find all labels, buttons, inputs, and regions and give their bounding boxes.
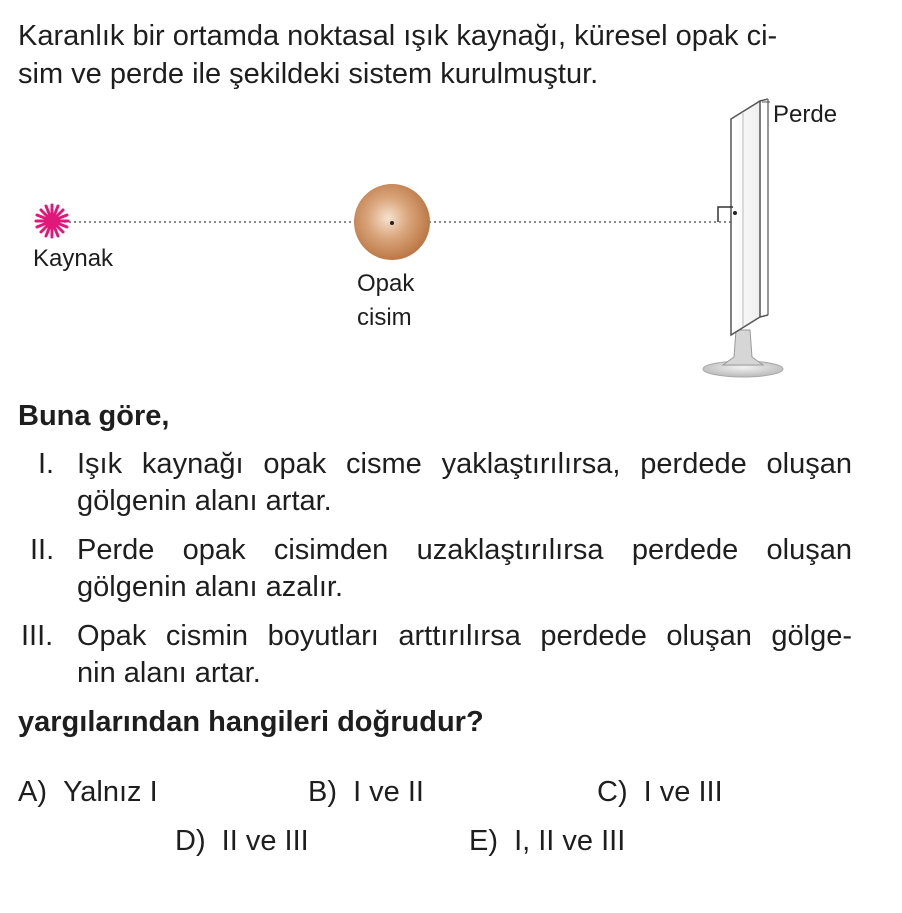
option-c-letter: C) xyxy=(597,776,628,808)
source-label: Kaynak xyxy=(33,245,114,272)
statement-1-numeral: I. xyxy=(38,448,55,480)
screen-stand xyxy=(723,330,763,365)
option-d[interactable] xyxy=(175,823,309,859)
question-prompt: yargılarından hangileri doğrudur? xyxy=(18,706,484,738)
screen-panel xyxy=(731,101,760,335)
intro-line-1: Karanlık bir ortamda noktasal ışık kaynağı, küresel opak ci- xyxy=(18,20,778,52)
option-d-text: II ve III xyxy=(221,825,309,857)
option-b[interactable] xyxy=(308,774,424,810)
light-source-icon xyxy=(36,205,68,237)
option-a[interactable] xyxy=(18,774,158,810)
option-c-text: I ve III xyxy=(643,776,723,808)
diagram-drawing xyxy=(0,95,902,395)
lead-text: Buna göre, xyxy=(18,400,170,432)
statement-3-line1: Opak cismin boyutları arttırılırsa perdede oluşan gölge- xyxy=(77,620,852,652)
sphere-center-dot xyxy=(390,221,394,225)
optics-diagram xyxy=(0,95,902,395)
statement-2-numeral: II. xyxy=(30,534,55,566)
screen-label: Perde xyxy=(773,101,838,128)
statement-3-line2: nin alanı artar. xyxy=(77,657,261,689)
intro-line-2: sim ve perde ile şekildeki sistem kurulmuştur. xyxy=(18,58,599,90)
option-e[interactable] xyxy=(469,823,625,859)
option-a-letter: A) xyxy=(18,776,47,808)
option-d-letter: D) xyxy=(175,825,206,857)
option-e-letter: E) xyxy=(469,825,498,857)
option-a-text: Yalnız I xyxy=(63,776,158,808)
object-label-line1: Opak xyxy=(357,270,415,297)
statement-2-line2: gölgenin alanı azalır. xyxy=(77,571,344,603)
statement-2-line1: Perde opak cisimden uzaklaştırılırsa perdede oluşan xyxy=(77,534,852,566)
object-label-line2: cisim xyxy=(357,304,412,331)
option-b-letter: B) xyxy=(308,776,337,808)
option-c[interactable] xyxy=(597,774,723,810)
statement-3-numeral: III. xyxy=(21,620,54,652)
statement-1-line2: gölgenin alanı artar. xyxy=(77,485,332,517)
option-e-text: I, II ve III xyxy=(514,825,626,857)
statement-1-line1: Işık kaynağı opak cisme yaklaştırılırsa, perdede oluşan xyxy=(77,448,852,480)
option-b-text: I ve II xyxy=(353,776,424,808)
